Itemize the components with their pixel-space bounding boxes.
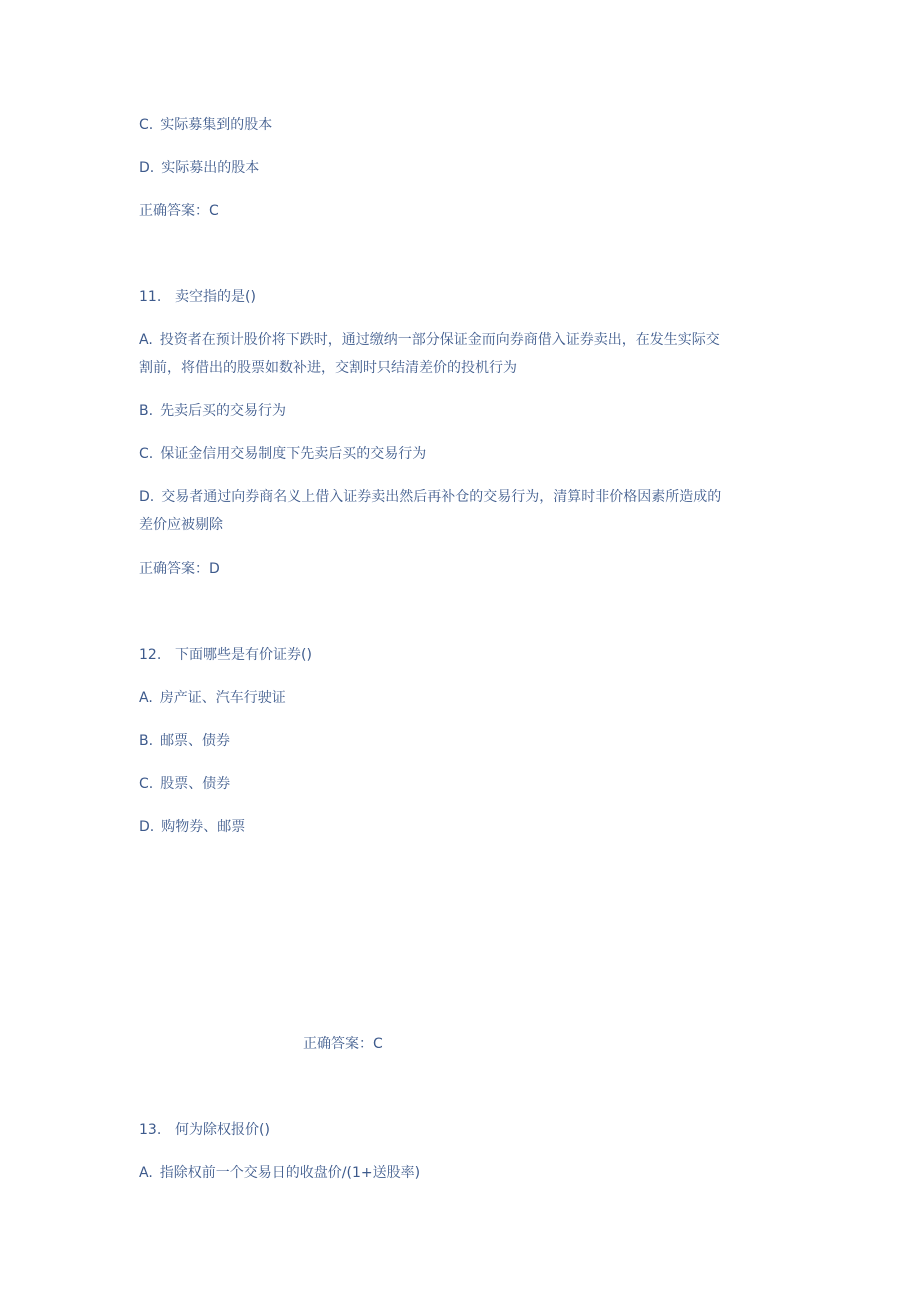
q12-option-c — [139, 770, 789, 798]
q10-answer: 正确答案：C — [139, 203, 219, 219]
option-label: B. — [139, 733, 154, 749]
q12-option-a — [139, 684, 789, 712]
question-number: 12. — [139, 647, 162, 663]
q11-option-b — [139, 397, 789, 425]
q11-option-c — [139, 440, 789, 468]
q11-answer: 正确答案：D — [139, 561, 220, 577]
option-label: A. — [139, 1165, 153, 1181]
q12-answer: 正确答案：C — [303, 1036, 383, 1052]
q10-option-c — [139, 111, 789, 139]
q12-question — [139, 641, 789, 669]
option-label: A. — [139, 690, 153, 706]
q11-option-d-cont: 差价应被剔除 — [139, 517, 223, 533]
option-text: 股票、债券 — [160, 776, 231, 792]
q11-option-a — [139, 326, 789, 354]
q11-question — [139, 283, 789, 311]
option-text: 实际募集到的股本 — [160, 117, 273, 133]
option-text: 投资者在预计股价将下跌时，通过缴纳一部分保证金而向券商借入证券卖出，在发生实际交 — [159, 332, 720, 348]
option-label: D. — [139, 819, 155, 835]
option-label: D. — [139, 160, 155, 176]
q13-question — [139, 1116, 789, 1144]
question-text: 何为除权报价() — [175, 1122, 270, 1138]
option-text: 指除权前一个交易日的收盘价/(1+送股率) — [159, 1165, 421, 1181]
q11-option-d — [139, 483, 789, 511]
question-number: 13. — [139, 1122, 162, 1138]
option-text: 实际募出的股本 — [161, 160, 260, 176]
option-text: 保证金信用交易制度下先卖后买的交易行为 — [160, 446, 427, 462]
q13-option-a — [139, 1159, 789, 1187]
option-text: 先卖后买的交易行为 — [160, 403, 287, 419]
q12-option-b — [139, 727, 789, 755]
option-text: 购物券、邮票 — [161, 819, 246, 835]
question-number: 11. — [139, 289, 162, 305]
q12-option-d — [139, 813, 789, 841]
option-label: C. — [139, 117, 154, 133]
q11-option-a-cont: 割前，将借出的股票如数补进，交割时只结清差价的投机行为 — [139, 360, 517, 376]
option-text: 房产证、汽车行驶证 — [159, 690, 286, 706]
option-label: B. — [139, 403, 154, 419]
option-label: C. — [139, 776, 154, 792]
option-text: 交易者通过向券商名义上借入证券卖出然后再补仓的交易行为，清算时非价格因素所造成的 — [161, 489, 722, 505]
question-text: 下面哪些是有价证券() — [175, 647, 312, 663]
option-label: D. — [139, 489, 155, 505]
q10-option-d — [139, 154, 789, 182]
option-text: 邮票、债券 — [160, 733, 231, 749]
option-label: C. — [139, 446, 154, 462]
option-label: A. — [139, 332, 153, 348]
question-text: 卖空指的是() — [175, 289, 256, 305]
